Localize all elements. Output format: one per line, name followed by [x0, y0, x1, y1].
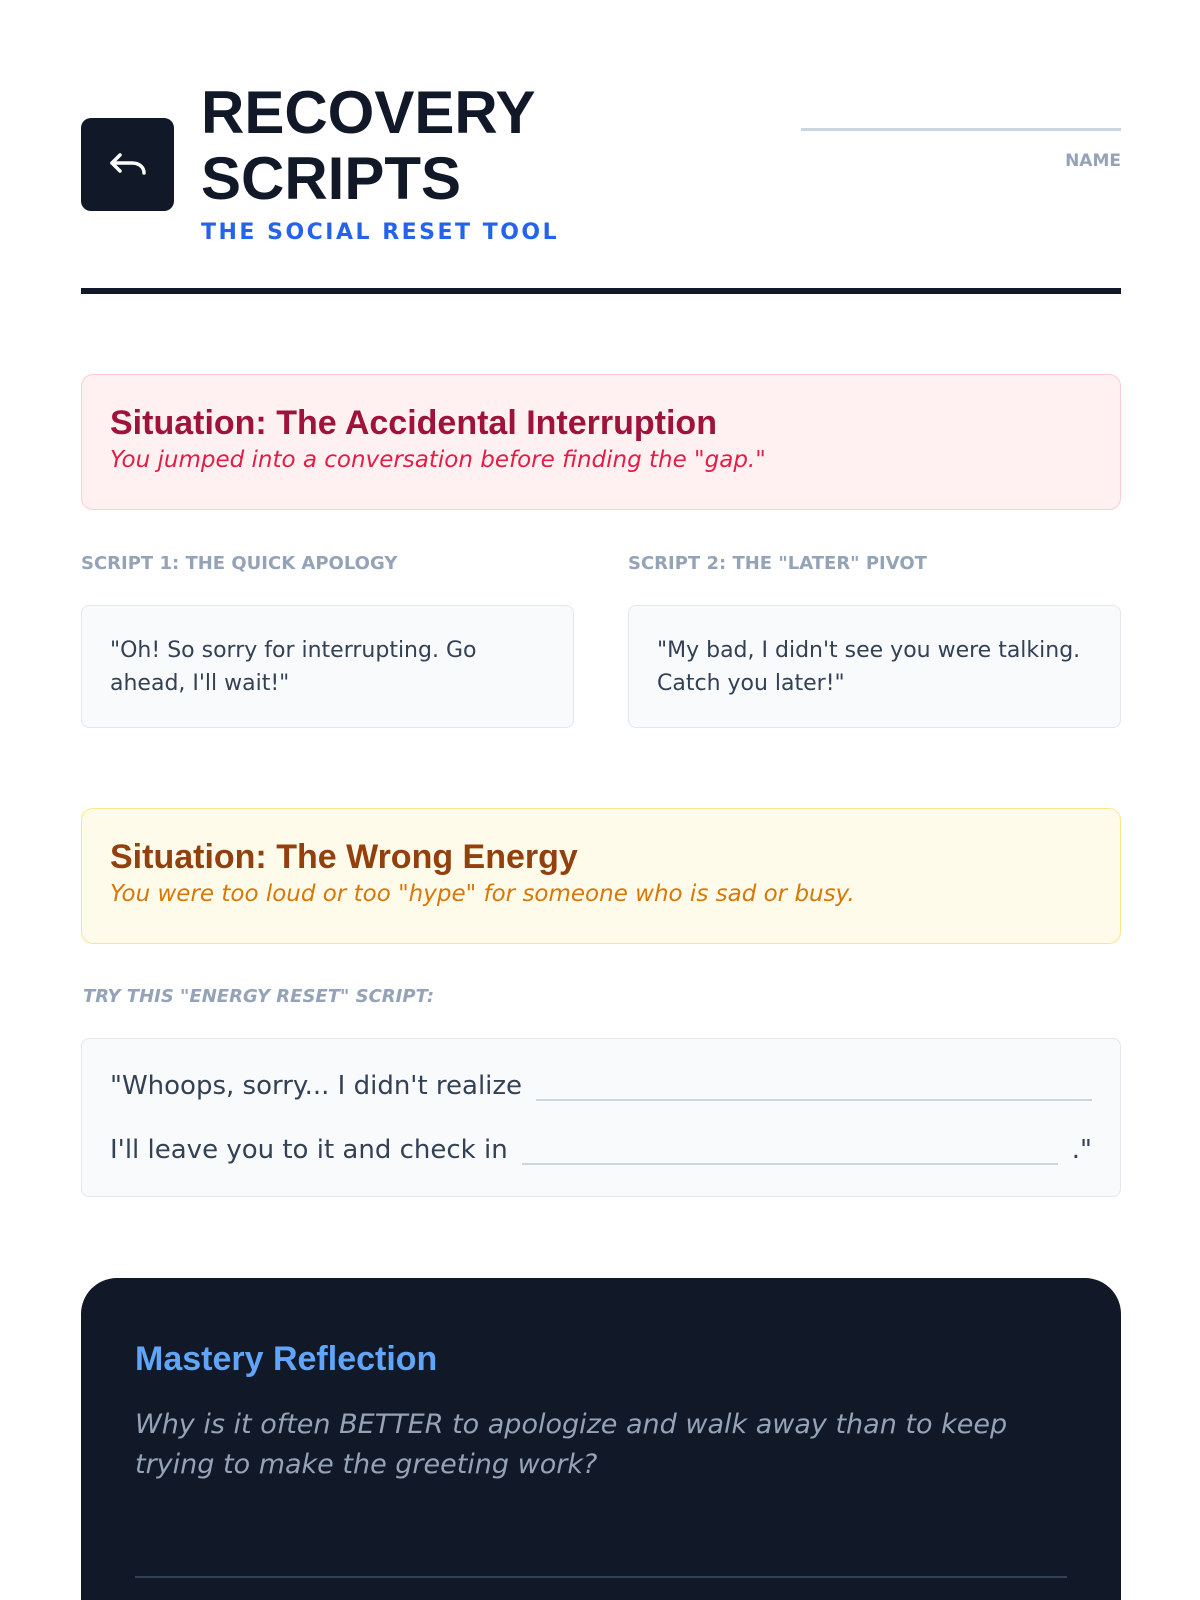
energy-reset-label: TRY THIS "ENERGY RESET" SCRIPT:: [83, 986, 435, 1007]
mastery-question: Why is it often BETTER to apologize and walk away than to keep trying to make the greeting work?: [135, 1409, 1008, 1480]
situation-title: Situation: The Accidental Interruption: [110, 404, 717, 442]
situation-title: Situation: The Wrong Energy: [110, 838, 578, 876]
fill-in-line-1: [110, 1071, 1092, 1101]
fill-in-line-2: [110, 1135, 1092, 1165]
script-1-box: "Oh! So sorry for interrupting. Go ahead, I'll wait!": [81, 605, 574, 728]
energy-reset-fill-in: [81, 1038, 1121, 1197]
name-field[interactable]: [801, 128, 1121, 171]
script-2-box: "My bad, I didn't see you were talking. Catch you later!": [628, 605, 1121, 728]
answer-line[interactable]: [135, 1576, 1067, 1578]
situation-description: You jumped into a conversation before finding the "gap.": [110, 447, 766, 473]
undo-arrow-icon: [104, 141, 152, 189]
fill-in-prompt-1: "Whoops, sorry... I didn't realize: [110, 1071, 523, 1101]
situation-description: You were too loud or too "hype" for someone who is sad or busy.: [110, 881, 855, 907]
page-subtitle: THE SOCIAL RESET TOOL: [201, 220, 560, 245]
situation-card-energy: [81, 808, 1121, 944]
logo-badge: [81, 118, 174, 211]
mastery-reflection-card: [81, 1278, 1121, 1600]
mastery-title: Mastery Reflection: [135, 1340, 438, 1378]
situation-card-interruption: [81, 374, 1121, 510]
name-input-line[interactable]: [801, 128, 1121, 131]
page-title: RECOVERY SCRIPTS: [201, 79, 535, 212]
fill-in-line-end: .": [1071, 1135, 1092, 1165]
script-1-label: SCRIPT 1: THE QUICK APOLOGY: [81, 553, 398, 574]
header: [81, 80, 1121, 290]
blank-field-2[interactable]: [522, 1135, 1058, 1165]
script-2-label: SCRIPT 2: THE "LATER" PIVOT: [628, 553, 927, 574]
blank-field-1[interactable]: [536, 1071, 1092, 1101]
title-block: [201, 80, 581, 245]
name-label: NAME: [1065, 151, 1121, 171]
fill-in-prompt-2: I'll leave you to it and check in: [110, 1135, 508, 1165]
header-divider: [81, 288, 1121, 294]
